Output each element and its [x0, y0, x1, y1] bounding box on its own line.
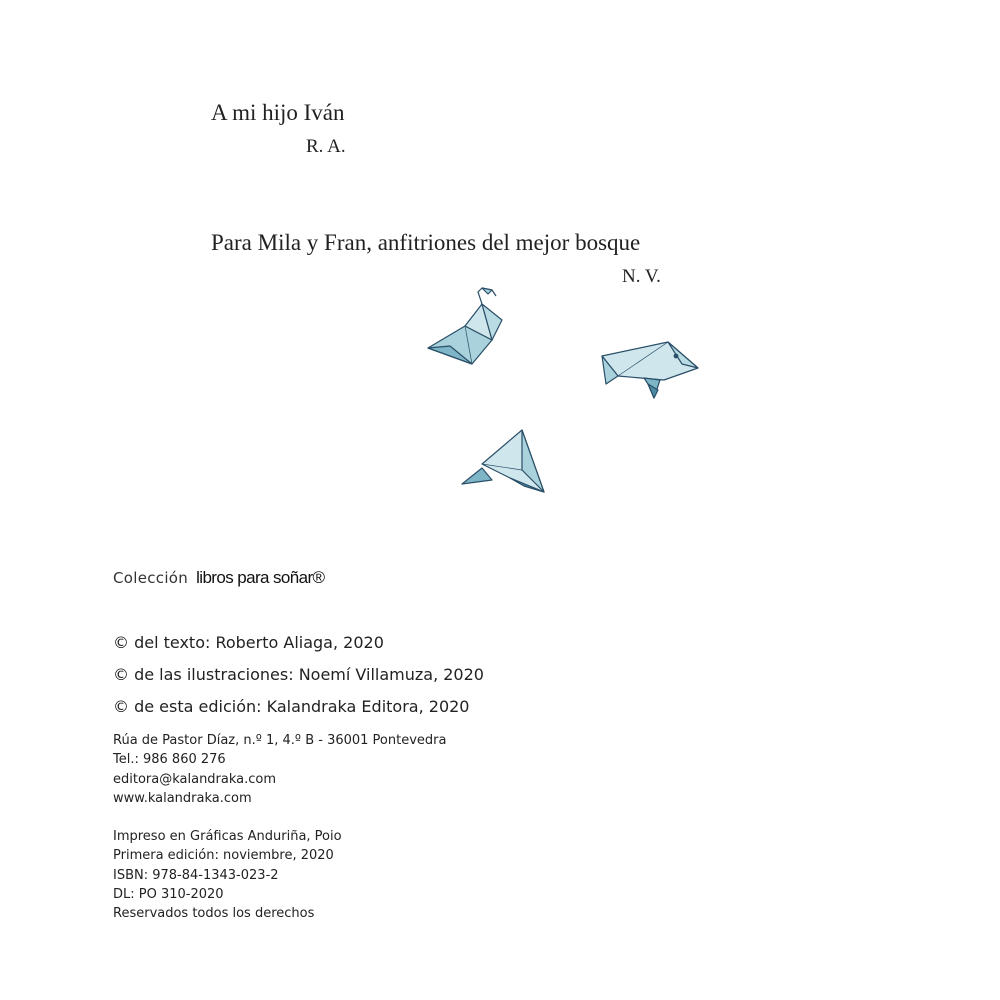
printing-info [113, 827, 342, 923]
dedication-illustrator-signature: N. V. [622, 266, 661, 287]
isbn-line: ISBN: 978-84-1343-023-2 [113, 867, 279, 883]
origami-fish-icon [602, 342, 698, 398]
dedication-author: A mi hijo Iván [211, 100, 345, 125]
copyright-edition: © de esta edición: Kalandraka Editora, 2020 [113, 697, 470, 716]
dedication-illustrator: Para Mila y Fran, anfitriones del mejor bosque [211, 230, 641, 255]
dedication-author-signature: R. A. [306, 136, 346, 157]
legal-deposit-line: DL: PO 310-2020 [113, 886, 224, 902]
publisher-info [113, 731, 446, 808]
origami-illustration [420, 280, 710, 500]
rights-line: Reservados todos los derechos [113, 906, 315, 922]
copyright-text: © del texto: Roberto Aliaga, 2020 [113, 633, 384, 652]
collection-label: Colección [113, 569, 189, 587]
edition-line: Primera edición: noviembre, 2020 [113, 848, 334, 864]
origami-bird-icon [462, 430, 544, 492]
printer-line: Impreso en Gráficas Anduriña, Poio [113, 829, 342, 844]
collection-line [113, 568, 324, 588]
copyright-illustrations: © de las ilustraciones: Noemí Villamuza, 2020 [113, 665, 484, 684]
publisher-address: Rúa de Pastor Díaz, n.º 1, 4.º B - 36001 Pontevedra [113, 733, 447, 748]
publisher-website: www.kalandraka.com [113, 790, 252, 806]
origami-swan-icon [428, 288, 502, 364]
publisher-phone: Tel.: 986 860 276 [113, 752, 226, 768]
collection-name: libros para soñar® [196, 568, 325, 587]
publisher-email: editora@kalandraka.com [113, 771, 277, 787]
